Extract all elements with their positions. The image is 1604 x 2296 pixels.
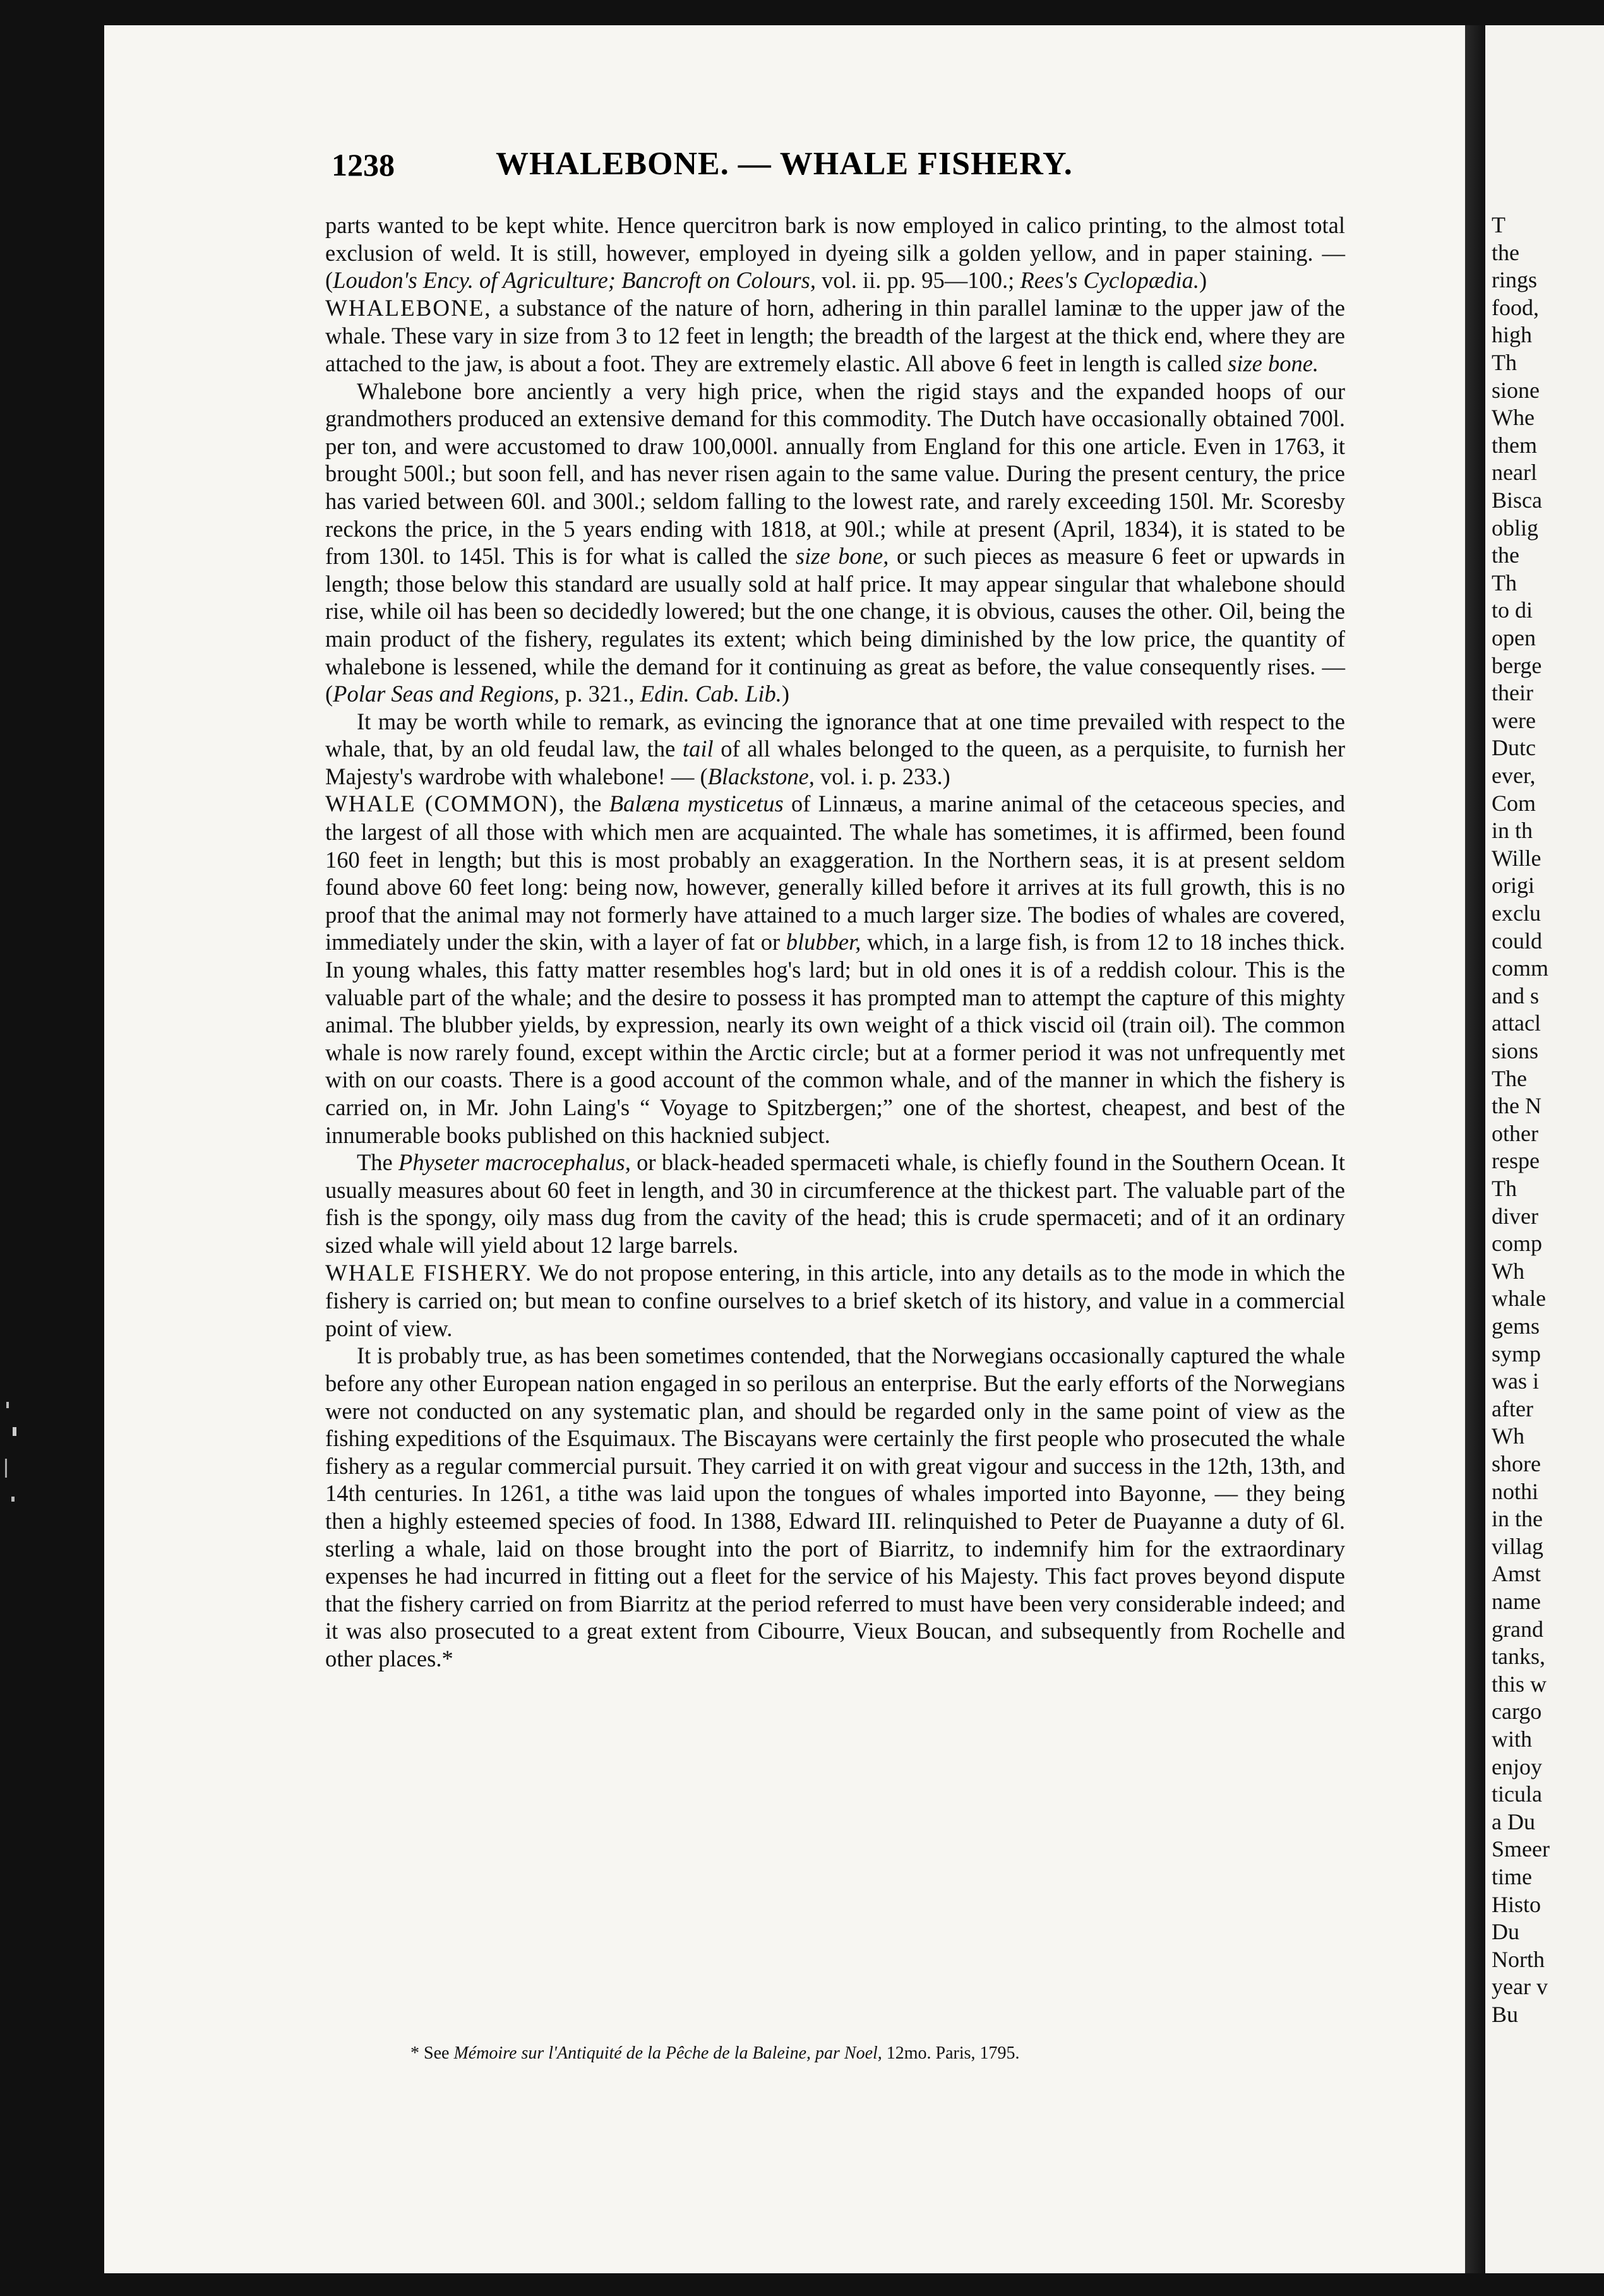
facing-page-line: symp xyxy=(1492,1341,1541,1366)
facing-page-line: ever, xyxy=(1492,763,1536,788)
footnote: * See Mémoire sur l'Antiquité de la Pêche de la Baleine, par Noel, 12mo. Paris, 1795. xyxy=(410,2043,1020,2063)
facing-page-line: nothi xyxy=(1492,1478,1539,1504)
facing-page-line: this w xyxy=(1492,1671,1547,1697)
entry-whale-fishery: WHALE FISHERY. We do not propose entering, in this article, into any details as to the mode in which the fishery is carried on; but mean to confine ourselves to a brief sketch of its history, and value in a commercial point of view. xyxy=(325,1259,1345,1341)
facing-page-line: the xyxy=(1492,542,1519,568)
paragraph-fishery-history: It is probably true, as has been sometimes contended, that the Norwegians occasionally captured the whale before any other European nation engaged in so perilous an enterprise. But the early efforts of the Norwegians were not conducted on any systematic plan, and should be regarded only in the same point of view as the fishing expeditions of the Esquimaux. The Biscayans were certainly the first people who prosecuted the whale fishery as a regular commercial pursuit. They carried it on with great vigour and success in the 12th, 13th, and 14th centuries. In 1261, a tithe was laid upon the tongues of whales imported into Bayonne, — they being then a highly esteemed species of food. In 1388, Edward III. relinquished to Peter de Puayanne a duty of 6l. sterling a whale, laid on those brought into the port of Biarritz, to indemnify him for the extraordinary expenses he had incurred in fitting out a fleet for the service of his Majesty. This fact proves beyond dispute that the fishery carried on from Biarritz at the period referred to must have been very considerable indeed; and it was also prosecuted to a great extent from Cibourre, Vieux Boucan, and subsequently from Rochelle and other places.* xyxy=(325,1342,1345,1671)
facing-page-line: Histo xyxy=(1492,1891,1541,1917)
facing-page-line: Whe xyxy=(1492,405,1535,431)
headword-whalebone: WHALEBONE, xyxy=(325,295,492,321)
page-edge-speckle xyxy=(0,1389,38,1541)
facing-page-line: Com xyxy=(1492,790,1536,816)
facing-page-line: to di xyxy=(1492,597,1533,623)
facing-page-line: Amst xyxy=(1492,1561,1541,1587)
facing-page-line: their xyxy=(1492,680,1533,706)
facing-page-line: origi xyxy=(1492,873,1535,899)
facing-page-line: with xyxy=(1492,1726,1533,1752)
facing-page-line: Du xyxy=(1492,1919,1519,1945)
facing-page-line: Bisca xyxy=(1492,487,1542,513)
facing-page-line: Th xyxy=(1492,350,1517,375)
facing-page-line: food, xyxy=(1492,294,1539,320)
paragraph-whalebone-feudal: It may be worth while to remark, as evincing the ignorance that at one time prevailed with respect to the whale, that, by an old feudal law, the tail of all whales belonged to the queen, as a perquisite, to furnish her Majesty's wardrobe with whalebone! — (Blackstone, vol. i. p. 233.) xyxy=(325,708,1346,789)
facing-page-line: name xyxy=(1492,1589,1541,1614)
facing-page-line: the N xyxy=(1492,1093,1541,1119)
headword-whale-common: WHALE (COMMON), xyxy=(325,791,566,818)
paragraph-quercitron: parts wanted to be kept white. Hence quercitron bark is now employed in calico printing, to the almost total exclusion of weld. It is still, however, employed in dyeing silk a golden yellow, and in paper staining. — (Loudon's Ency. of Agriculture; Bancroft on Colours, vol. ii. pp. 95—100.; Rees's Cyclopædia.) xyxy=(325,212,1345,294)
facing-page-line: berge xyxy=(1492,652,1542,678)
facing-page-line: shore xyxy=(1492,1451,1541,1476)
facing-page-line: tanks, xyxy=(1492,1644,1545,1670)
facing-page-line: sione xyxy=(1492,377,1540,403)
paragraph-whalebone-price: Whalebone bore anciently a very high price, when the rigid stays and the expanded hoops of our grandmothers produced an extensive demand for this commodity. The Dutch have occasionally obtained 700l. per ton, and were accustomed to draw 100,000l. annually from England for this one article. Even in 1763, it brought 500l.; but soon fell, and has never risen again to the same value. During the present century, the price has varied between 60l. and 300l.; seldom falling to the lowest rate, and rarely exceeding 150l. Mr. Scoresby reckons the price, in the 5 years ending with 1818, at 90l.; while at present (April, 1834), it is stated to be from 130l. to 145l. This is for what is called the size bone, or such pieces as measure 6 feet or upwards in length; those below this standard are usually sold at half price. It may appear singular that whalebone should rise, while oil has been so decidedly lowered; but the one change, it is obvious, causes the other. Oil, being the main product of the fishery, regulates its extent; which being diminished by the low price, the quantity of whalebone is lessened, while the demand for it continuing as great as before, the value consequently rises. — (Polar Seas and Regions, p. 321., Edin. Cab. Lib.) xyxy=(325,378,1345,707)
paragraph-physeter: The Physeter macrocephalus, or black-headed spermaceti whale, is chiefly found in the Southern Ocean. It usually measures about 60 feet in length, and 30 in circumference at the thickest part. The valuable part of the fish is the spongy, oily mass dug from the cavity of the head; this is crude spermaceti; and of it an ordinary sized whale will yield about 12 large barrels. xyxy=(325,1149,1345,1258)
facing-page-line: high xyxy=(1492,322,1533,348)
facing-page-line: whale xyxy=(1492,1286,1546,1312)
facing-page-line: open xyxy=(1492,625,1536,650)
facing-page-line: Smeer xyxy=(1492,1836,1550,1862)
facing-page-line: attacl xyxy=(1492,1010,1541,1036)
headword-whale-fishery: WHALE FISHERY. xyxy=(325,1260,533,1286)
facing-page-edge xyxy=(1485,25,1604,2273)
facing-page-line: oblig xyxy=(1492,515,1539,541)
facing-page-line: the xyxy=(1492,239,1519,265)
facing-page-line: cargo xyxy=(1492,1699,1542,1725)
facing-page-line: T xyxy=(1492,212,1505,237)
facing-page-line: Wh xyxy=(1492,1423,1524,1449)
facing-page-line: Th xyxy=(1492,570,1517,595)
facing-page-line: Bu xyxy=(1492,2002,1519,2027)
facing-page-line: villag xyxy=(1492,1533,1543,1559)
facing-page-line: The xyxy=(1492,1065,1527,1091)
facing-page-line: exclu xyxy=(1492,900,1541,926)
facing-page-line: a Du xyxy=(1492,1809,1535,1834)
facing-page-line: them xyxy=(1492,432,1537,458)
facing-page-line: grand xyxy=(1492,1616,1543,1642)
facing-page-line: Dutc xyxy=(1492,735,1536,761)
facing-page-line: in th xyxy=(1492,818,1533,844)
facing-page-line: year v xyxy=(1492,1974,1548,2000)
book-spine xyxy=(1465,25,1485,2273)
entry-whale-common: WHALE (COMMON), the Balæna mysticetus of Linnæus, a marine animal of the cetaceous species, and the largest of all those with which men are acquainted. The whale has sometimes, it is affirmed, been found 160 feet in length; but this is most probably an exaggeration. In the Northern seas, it is at present seldom found above 60 feet long: being now, however, generally killed before it arrives at its full growth, this is no proof that the animal may not formerly have attained to a much larger size. The bodies of whales are covered, immediately under the skin, with a layer of fat or blubber, which, in a large fish, is from 12 to 18 inches thick. In young whales, this fatty matter resembles hog's lard; but in old ones it is of a reddish colour. This is the valuable part of the whale; and the desire to possess it has prompted man to attempt the capture of this mighty animal. The blubber yields, by expression, nearly its own weight of a thick viscid oil (train oil). The common whale is now rarely found, except within the Arctic circle; but at a former period it was not unfrequently met with on our coasts. There is a good account of the common whale, and of the manner in which the fishery is carried on, in Mr. John Laing's “ Voyage to Spitzbergen;” one of the shortest, cheapest, and best of the innumerable books published on this hacknied subject. xyxy=(325,791,1345,1148)
facing-page-line: diver xyxy=(1492,1203,1538,1229)
facing-page-line: comp xyxy=(1492,1231,1542,1257)
facing-page-line: rings xyxy=(1492,267,1537,293)
facing-page-line: could xyxy=(1492,928,1542,954)
page-number: 1238 xyxy=(332,147,395,182)
facing-page-line: in the xyxy=(1492,1506,1543,1532)
facing-page-line: was i xyxy=(1492,1368,1539,1394)
facing-page-line: after xyxy=(1492,1396,1533,1421)
facing-page-line: North xyxy=(1492,1946,1545,1972)
facing-page-line: sions xyxy=(1492,1038,1539,1063)
running-title: WHALEBONE. — WHALE FISHERY. xyxy=(496,146,1073,182)
facing-page-line: ticula xyxy=(1492,1781,1542,1807)
facing-page-line: other xyxy=(1492,1120,1538,1146)
facing-page-line: Th xyxy=(1492,1176,1517,1201)
facing-page-line: gems xyxy=(1492,1313,1540,1339)
facing-page-line: respe xyxy=(1492,1148,1540,1174)
article-body xyxy=(325,212,1345,1672)
facing-page-line: comm xyxy=(1492,955,1548,981)
facing-page-line: Wille xyxy=(1492,845,1541,871)
facing-page-line: time xyxy=(1492,1864,1532,1889)
facing-page-line: enjoy xyxy=(1492,1754,1542,1779)
facing-page-line: nearl xyxy=(1492,460,1537,486)
facing-page-line: and s xyxy=(1492,983,1539,1008)
facing-page-line: Wh xyxy=(1492,1258,1524,1284)
entry-whalebone: WHALEBONE, a substance of the nature of horn, adhering in thin parallel laminæ to the upper jaw of the whale. These vary in size from 3 to 12 feet in length; the breadth of the largest at the thick end, where they are attached to the jaw, is about a foot. They are extremely elastic. All above 6 feet in length is called size bone. xyxy=(325,294,1345,376)
facing-page-line: were xyxy=(1492,707,1536,733)
